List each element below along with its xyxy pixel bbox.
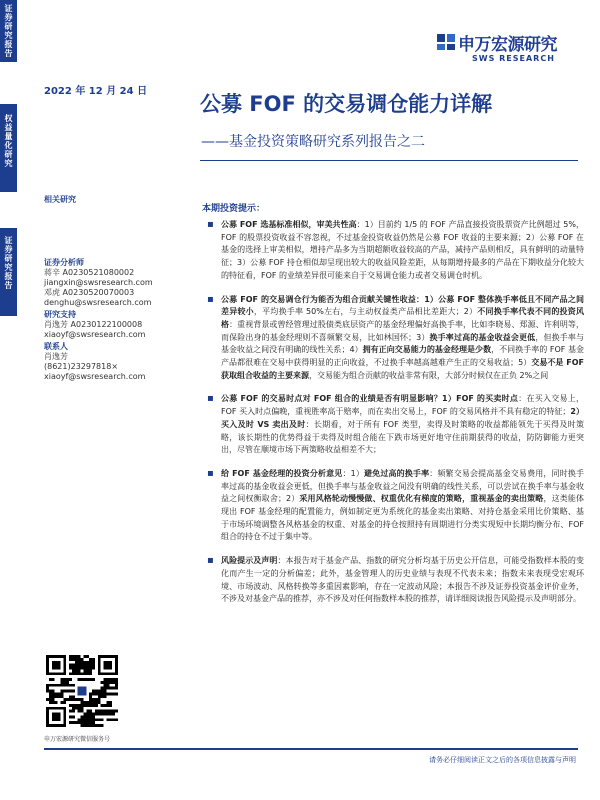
sws-logo bbox=[436, 30, 576, 74]
analysts-label: 证券分析师 bbox=[44, 258, 84, 267]
contact-phone: (8621)23297818× bbox=[44, 362, 119, 371]
qr-caption: 申万宏源研究微信服务号 bbox=[44, 736, 111, 743]
contact-name: 肖逸芳 bbox=[44, 352, 68, 361]
qr-code-icon bbox=[44, 653, 120, 729]
summary-point-3: ▪ 公募 FOF 的交易时点对 FOF 组合的业绩是否有明显影响？1）FOF 的买卖时点：在买入交易上，FOF 买入时点偏晚，重视胜率高于赔率，而在卖出交易上，FOF 的交易风格并不具有稳定的特征；2）买入及时 VS 卖出及时：长期看，对于所有 FOF 类型，卖得及时策略的收益都能领先于买得及时策略，该长期性的优势得益于卖得及时组合能在下跌市场更好地守住前期获得的收益，防防御能力更突出，尽管在顺境市场下两策略收益相差不大； bbox=[206, 393, 584, 457]
logo-text-cn: 申万宏源研究 bbox=[458, 35, 557, 55]
left-rail bbox=[0, 0, 17, 800]
rail-tag-bottom: 证 券 研 究 报 告 bbox=[0, 228, 17, 316]
title-divider bbox=[200, 160, 578, 161]
summary-heading: 本期投资提示： bbox=[202, 204, 266, 214]
summary-body bbox=[206, 219, 584, 606]
assistant-email[interactable]: xiaoyf@swsresearch.com bbox=[44, 330, 146, 339]
footer-disclaimer: 请务必仔细阅读正文之后的各项信息披露与声明 bbox=[429, 756, 576, 764]
contact-label: 联系人 bbox=[44, 342, 68, 351]
analyst-email[interactable]: jiangxin@swsresearch.com bbox=[44, 278, 153, 287]
summary-point-1: ▪ 公募 FOF 选基标准相似，审美共性高：1）目前约 1/5 的 FOF 产品直接投资股票资产比例超过 5%，FOF 的股票投资收益不容忽视，不过基金投资收益仍然是公募 FOF 收益的主要来源；2）公募 FOF 在基金的选择上审美相似，增持产品多为当期超额收益较高的产品，减持产品则相反，具有鲜明的动量特征；3）公募 FOF 持仓相似却呈现出较大的收益风险差距，从每期增持最多的产品在下期收益分化较大的特征看，FOF 的业绩差异很可能来自于交易调仓能力或者交易调仓时机。 bbox=[206, 219, 584, 283]
report-date: 2022 年 12 月 24 日 bbox=[44, 86, 148, 97]
rail-tag-middle: 权 益 量 化 研 究 bbox=[0, 104, 17, 192]
report-subtitle: ——基金投资策略研究系列报告之二 bbox=[201, 134, 425, 150]
rail-tag-top: 证 券 研 究 报 告 bbox=[0, 0, 17, 62]
summary-point-2: ▪ 公募 FOF 的交易调仓行为能否为组合贡献关键性收益：1）公募 FOF 整体换手率低且不同产品之间差异较小，平均换手率 50%左右，与主动权益类产品相比差距大；2）不同换手率代表不同的投资风格：重视背景或曾经管理过股债类底层资产的基金经理偏好高换手率，比如李晓易、郑源、许利明等，而保险出身的基金经理则不喜频繁交易，比如林国怀；3）换手率过高的基金收益会更低，但换手率与基金收益之间没有明确的线性关系；4）拥有正向交易能力的基金经理是少数，不同换手率的 FOF 基金产品都很难在交易中获得明显的正向收益，不过换手率越高越难产生正的交易收益；5）交易不是 FOF 获取组合收益的主要来源，交易能为组合贡献的收益非常有限，大部分时候仅在正负 2%之间 bbox=[206, 294, 584, 383]
assistant-line: 肖逸芳 A0230122100008 bbox=[44, 320, 143, 329]
analyst-line: 邓虎 A0230520070003 bbox=[44, 288, 135, 297]
summary-point-4: ▪ 给 FOF 基金经理的投资分析意见：1）避免过高的换手率：频繁交易会提高基金交易费用，同时换手率过高的基金收益会更低，但换手率与基金收益之间没有明确的线性关系，可以尝试在换手率与基金收益之间权衡取舍；2）采用风格轮动慢慢做、权重优化有梯度的策略，重视基金的卖出策略，这类能体现出 FOF 基金经理的配置能力，例如制定更为系统化的基金卖出策略、对持仓基金采用比价策略、基于市场环境调整各风格基金的权重、对基金的持仓按照持有周期进行分类实现短中长期均衡分布、FOF 组合的持仓不过于集中等。 bbox=[206, 468, 584, 544]
contact-email[interactable]: xiaoyf@swsresearch.com bbox=[44, 372, 146, 381]
logo-text-en: SWS RESEARCH bbox=[472, 54, 555, 63]
contact-block bbox=[44, 258, 194, 382]
assistant-label: 研究支持 bbox=[44, 310, 76, 319]
related-research-label: 相关研究 bbox=[44, 195, 76, 204]
analyst-email[interactable]: denghu@swsresearch.com bbox=[44, 298, 152, 307]
analyst-line: 蒋辛 A0230521080002 bbox=[44, 268, 135, 277]
footer-divider bbox=[44, 748, 578, 750]
summary-point-risk: ▪ 风险提示及声明：本报告对于基金产品、指数的研究分析均基于历史公开信息，可能受指数样本股的变化而产生一定的分析偏差；此外，基金管理人的历史业绩与表现不代表未来；指数未来表现受宏观环境、市场波动、风格转换等多重因素影响，存在一定波动风险；本报告不涉及证券投资基金评价业务，不涉及对基金产品的推荐，亦不涉及对任何指数样本股的推荐，请详细阅读报告风险提示及声明部分。 bbox=[206, 555, 584, 606]
report-title: 公募 FOF 的交易调仓能力详解 bbox=[200, 92, 493, 116]
sws-logo-icon bbox=[436, 32, 456, 52]
